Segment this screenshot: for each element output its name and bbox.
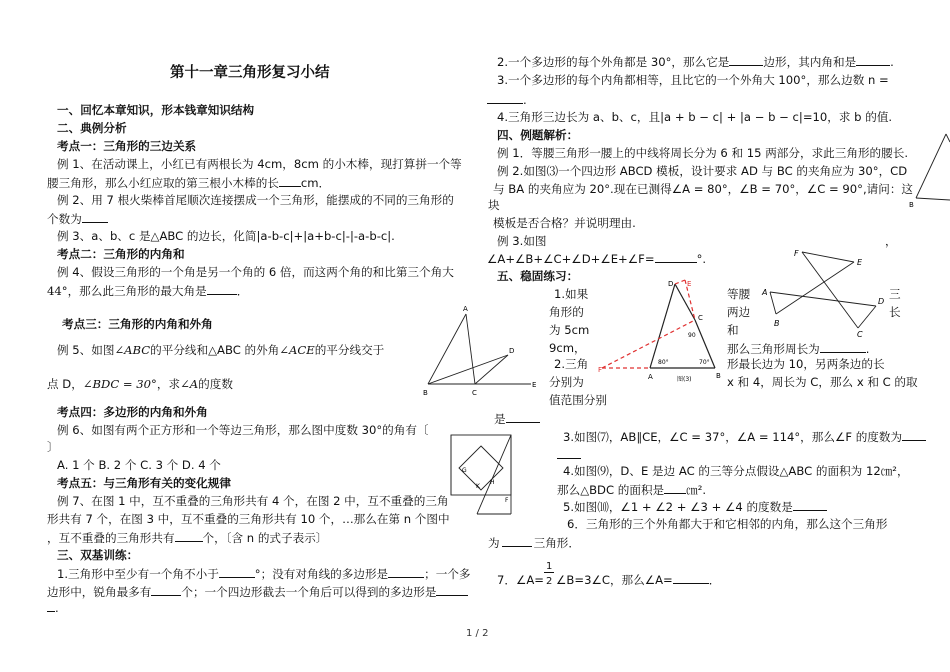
- example-1-line-1: 例 1、在活动课上，小红已有两根长为 4cm，8cm 的小木棒，现打算拼一个等: [57, 157, 462, 171]
- fig5-label-e: E: [532, 381, 537, 389]
- fig6-label-g: G: [462, 467, 467, 474]
- fig-star-label-c: C: [857, 330, 863, 338]
- practice-3-line-1: 3.如图⑺，AB∥CE，∠C = 37°，∠A = 114°，那么∠F 的度数为: [563, 429, 926, 445]
- fig-edge-label-b: B: [909, 201, 914, 209]
- drill-3-line-2: .: [487, 92, 527, 108]
- page-number: 1 / 2: [466, 628, 489, 639]
- example-5-line-1: 例 5、如图∠ABC的平分线和△ABC 的外角∠ACE的平分线交于: [57, 343, 385, 357]
- example-3: 例 3、a、b、c 是△ABC 的边长，化简|a-b-c|+|a+b-c|-|-a-b-c|.: [57, 229, 395, 243]
- practice-1-m3: 和: [727, 323, 739, 337]
- practice-1-a: 1.如果: [554, 287, 589, 301]
- page-title: 第十一章三角形复习小结: [170, 65, 330, 81]
- worked-example-3-line-2: ∠A+∠B+∠C+∠D+∠E+∠F= °.: [487, 252, 707, 266]
- practice-1-r1: 三: [889, 287, 901, 301]
- topic-2-heading: 考点二：三角形的内角和: [57, 247, 185, 261]
- fig5-label-d: D: [509, 347, 515, 355]
- practice-2-b: 分别为: [549, 375, 584, 389]
- practice-2-m1: 形最长边为 10，另两条边的长: [727, 357, 885, 371]
- practice-1-r2: 长: [889, 305, 901, 319]
- example-2-line-1: 例 2、用 7 根火柴棒首尾顺次连接摆成一个三角形，能摆成的不同的三角形的: [57, 193, 454, 207]
- practice-1-d: 9cm，: [549, 341, 586, 355]
- section-2-heading: 二、典例分析: [57, 121, 127, 135]
- worked-example-3-comma: ，: [885, 234, 897, 248]
- topic-5-heading: 考点五：与三角形有关的变化规律: [57, 476, 231, 490]
- practice-6-line-1: 6．三角形的三个外角都大于和它相邻的内角，那么这个三角形: [567, 517, 888, 531]
- worked-example-3-line-1: 例 3.如图: [497, 234, 547, 248]
- figure-example-5: [418, 300, 543, 400]
- example-1-line-2: 腰三角形，那么小红应取的第三根小木棒的长 cm．: [47, 176, 331, 190]
- fig-star-line-fc: [802, 252, 858, 328]
- practice-1-m2: 两边: [727, 305, 751, 319]
- fig6-outer-square: [451, 435, 511, 495]
- fig-star-line-ad: [770, 292, 876, 306]
- topic-1-heading: 考点一：三角形的三边关系: [57, 139, 197, 153]
- practice-1-m4: 那么三角形周长为 .: [727, 342, 870, 356]
- drill-3-line-1: 3.一个多边形的每个内角都相等，且比它的一个外角大 100°，那么边数 n =: [497, 73, 889, 87]
- fig-star-label-b: B: [774, 319, 780, 328]
- practice-2-c: 值范围分别: [549, 393, 607, 407]
- drill-1-line-2: 边形中，锐角最多有 个；一个四边形截去一个角后可以得到的多边形是: [47, 584, 468, 600]
- example-5-line-2: 点 D，∠BDC = 30°，求∠A的度数: [47, 377, 233, 391]
- fig3-angle-b: 70°: [699, 359, 710, 366]
- worked-example-2-line-2: 与 BA 的夹角应为 20°.现在已测得∠A = 80°，∠B = 70°，∠C = 90°,请问：这: [493, 182, 914, 196]
- fig-star-line-dc: [858, 306, 876, 328]
- section-5-heading: 五、稳固练习：: [497, 269, 579, 283]
- worked-example-1: 例 1．等腰三角形一腰上的中线将周长分为 6 和 15 两部分，求此三角形的腰长.: [497, 146, 909, 160]
- fig6-label-f: F: [505, 497, 509, 504]
- section-4-heading: 四、例题解析：: [497, 128, 579, 142]
- practice-3-line-2: [557, 447, 581, 463]
- fig-star-label-d: D: [878, 297, 885, 306]
- practice-7: 7．∠A= $\frac{1}{2}$ ∠B=3∠C，那么∠A= ．: [497, 561, 721, 587]
- fig5-bisector-cd: [475, 355, 508, 384]
- fig3-label-e: E: [687, 280, 692, 288]
- drill-2: 2.一个多边形的每个外角都是 30°，那么它是 边形，其内角和是 .: [497, 55, 894, 69]
- practice-1-c: 为 5cm: [549, 323, 590, 337]
- practice-2-a: 2.三角: [554, 357, 589, 371]
- fig5-label-a: A: [463, 305, 468, 313]
- practice-6-line-2: 为 三角形．: [488, 536, 580, 550]
- fig3-side-dc: [675, 284, 695, 320]
- topic-4-heading: 考点四：多边形的内角和外角: [57, 405, 208, 419]
- worked-example-2-line-4: 模板是否合格？并说明理由.: [493, 216, 636, 230]
- worked-example-2-line-3: 块: [488, 198, 500, 212]
- example-7-line-1: 例 7、在图 1 中，互不重叠的三角形共有 4 个，在图 2 中，互不重叠的三角: [57, 494, 449, 508]
- drill-4: 4.三角形三边长为 a、b、c，且|a + b − c| + |a − b − c|=10，求 b 的值.: [497, 110, 893, 124]
- fig-star-label-f: F: [794, 249, 799, 258]
- fig-star-label-e: E: [857, 258, 863, 267]
- fig6-label-k: K: [476, 483, 480, 490]
- practice-2-d: 是: [494, 411, 540, 427]
- fig5-bisector-bd: [428, 355, 508, 384]
- example-6-options: A. 1 个 B. 2 个 C. 3 个 D. 4 个: [57, 458, 221, 472]
- practice-2-m2: x 和 4，周长为 C，那么 x 和 C 的取: [727, 375, 918, 389]
- fig3-label-a: A: [648, 373, 653, 381]
- example-4-line-1: 例 4、假设三角形的一个角是另一个角的 6 倍，而这两个角的和比第三个角大: [57, 265, 454, 279]
- section-3-heading: 三、双基训练：: [57, 548, 139, 562]
- worked-example-2-line-1: 例 2.如图⑶一个四边形 ABCD 模板，设计要求 AD 与 BC 的夹角应为 30°，CD: [497, 164, 908, 178]
- drill-1-line-3: .: [47, 600, 59, 616]
- fig-star-line-fe: [802, 252, 854, 262]
- fig3-caption: 图(3): [677, 376, 692, 383]
- example-6-line-2: 〕: [47, 440, 59, 454]
- figure-edge-partial: [908, 128, 950, 210]
- practice-5: 5.如图⑽，∠1 + ∠2 + ∠3 + ∠4 的度数是: [563, 499, 827, 515]
- practice-4-line-2: 那么△BDC 的面积是 ㎝².: [557, 483, 707, 497]
- fig3-angle-c: 90: [688, 332, 696, 339]
- fig3-angle-a: 80°: [658, 359, 669, 366]
- practice-1-b: 角形的: [549, 305, 584, 319]
- fig5-side-ac: [466, 314, 475, 384]
- figure-3-template: [598, 278, 726, 384]
- drill-1-line-1: 1.三角形中至少有一个角不小于 °；没有对角线的多边形是 ；一个多: [57, 567, 471, 581]
- fig3-extension-e: [675, 280, 685, 284]
- fig3-label-d: D: [668, 280, 674, 288]
- section-1-heading: 一、回忆本章知识，形本钱章知识结构: [57, 103, 255, 117]
- fig5-side-ab: [428, 314, 466, 384]
- fig3-side-ad: [650, 284, 675, 368]
- fig5-label-c: C: [472, 389, 477, 397]
- example-6-line-1: 例 6、如图有两个正方形和一个等边三角形，那么图中度数 30°的角有〔: [57, 423, 429, 437]
- fig5-label-b: B: [423, 389, 428, 397]
- fig6-label-h: H: [490, 479, 495, 486]
- example-2-line-2: 个数为: [47, 211, 108, 227]
- figure-example-6: [448, 432, 530, 522]
- example-4-line-2: 44°，那么此三角形的最大角是 ．: [47, 284, 249, 298]
- fig3-label-f: F: [598, 366, 603, 374]
- example-7-line-3: ，互不重叠的三角形共有 个，〔含 n 的式子表示〕: [47, 531, 328, 545]
- fig-star-label-a: A: [762, 288, 768, 297]
- fig3-label-b: B: [716, 372, 721, 380]
- figure-six-angles: [758, 246, 892, 338]
- practice-4-line-1: 4.如图⑼，D、E 是边 AC 的三等分点假设△ABC 的面积为 12㎝²，: [563, 464, 909, 478]
- practice-1-m1: 等腰: [727, 287, 751, 301]
- topic-3-heading: 考点三：三角形的内角和外角: [62, 317, 213, 331]
- fig-star-line-ab: [770, 292, 776, 314]
- example-7-line-2: 形共有 7 个，在图 3 中，互不重叠的三角形共有 10 个，…那么在第 n 个图中: [47, 512, 450, 526]
- fig3-label-c: C: [698, 314, 703, 322]
